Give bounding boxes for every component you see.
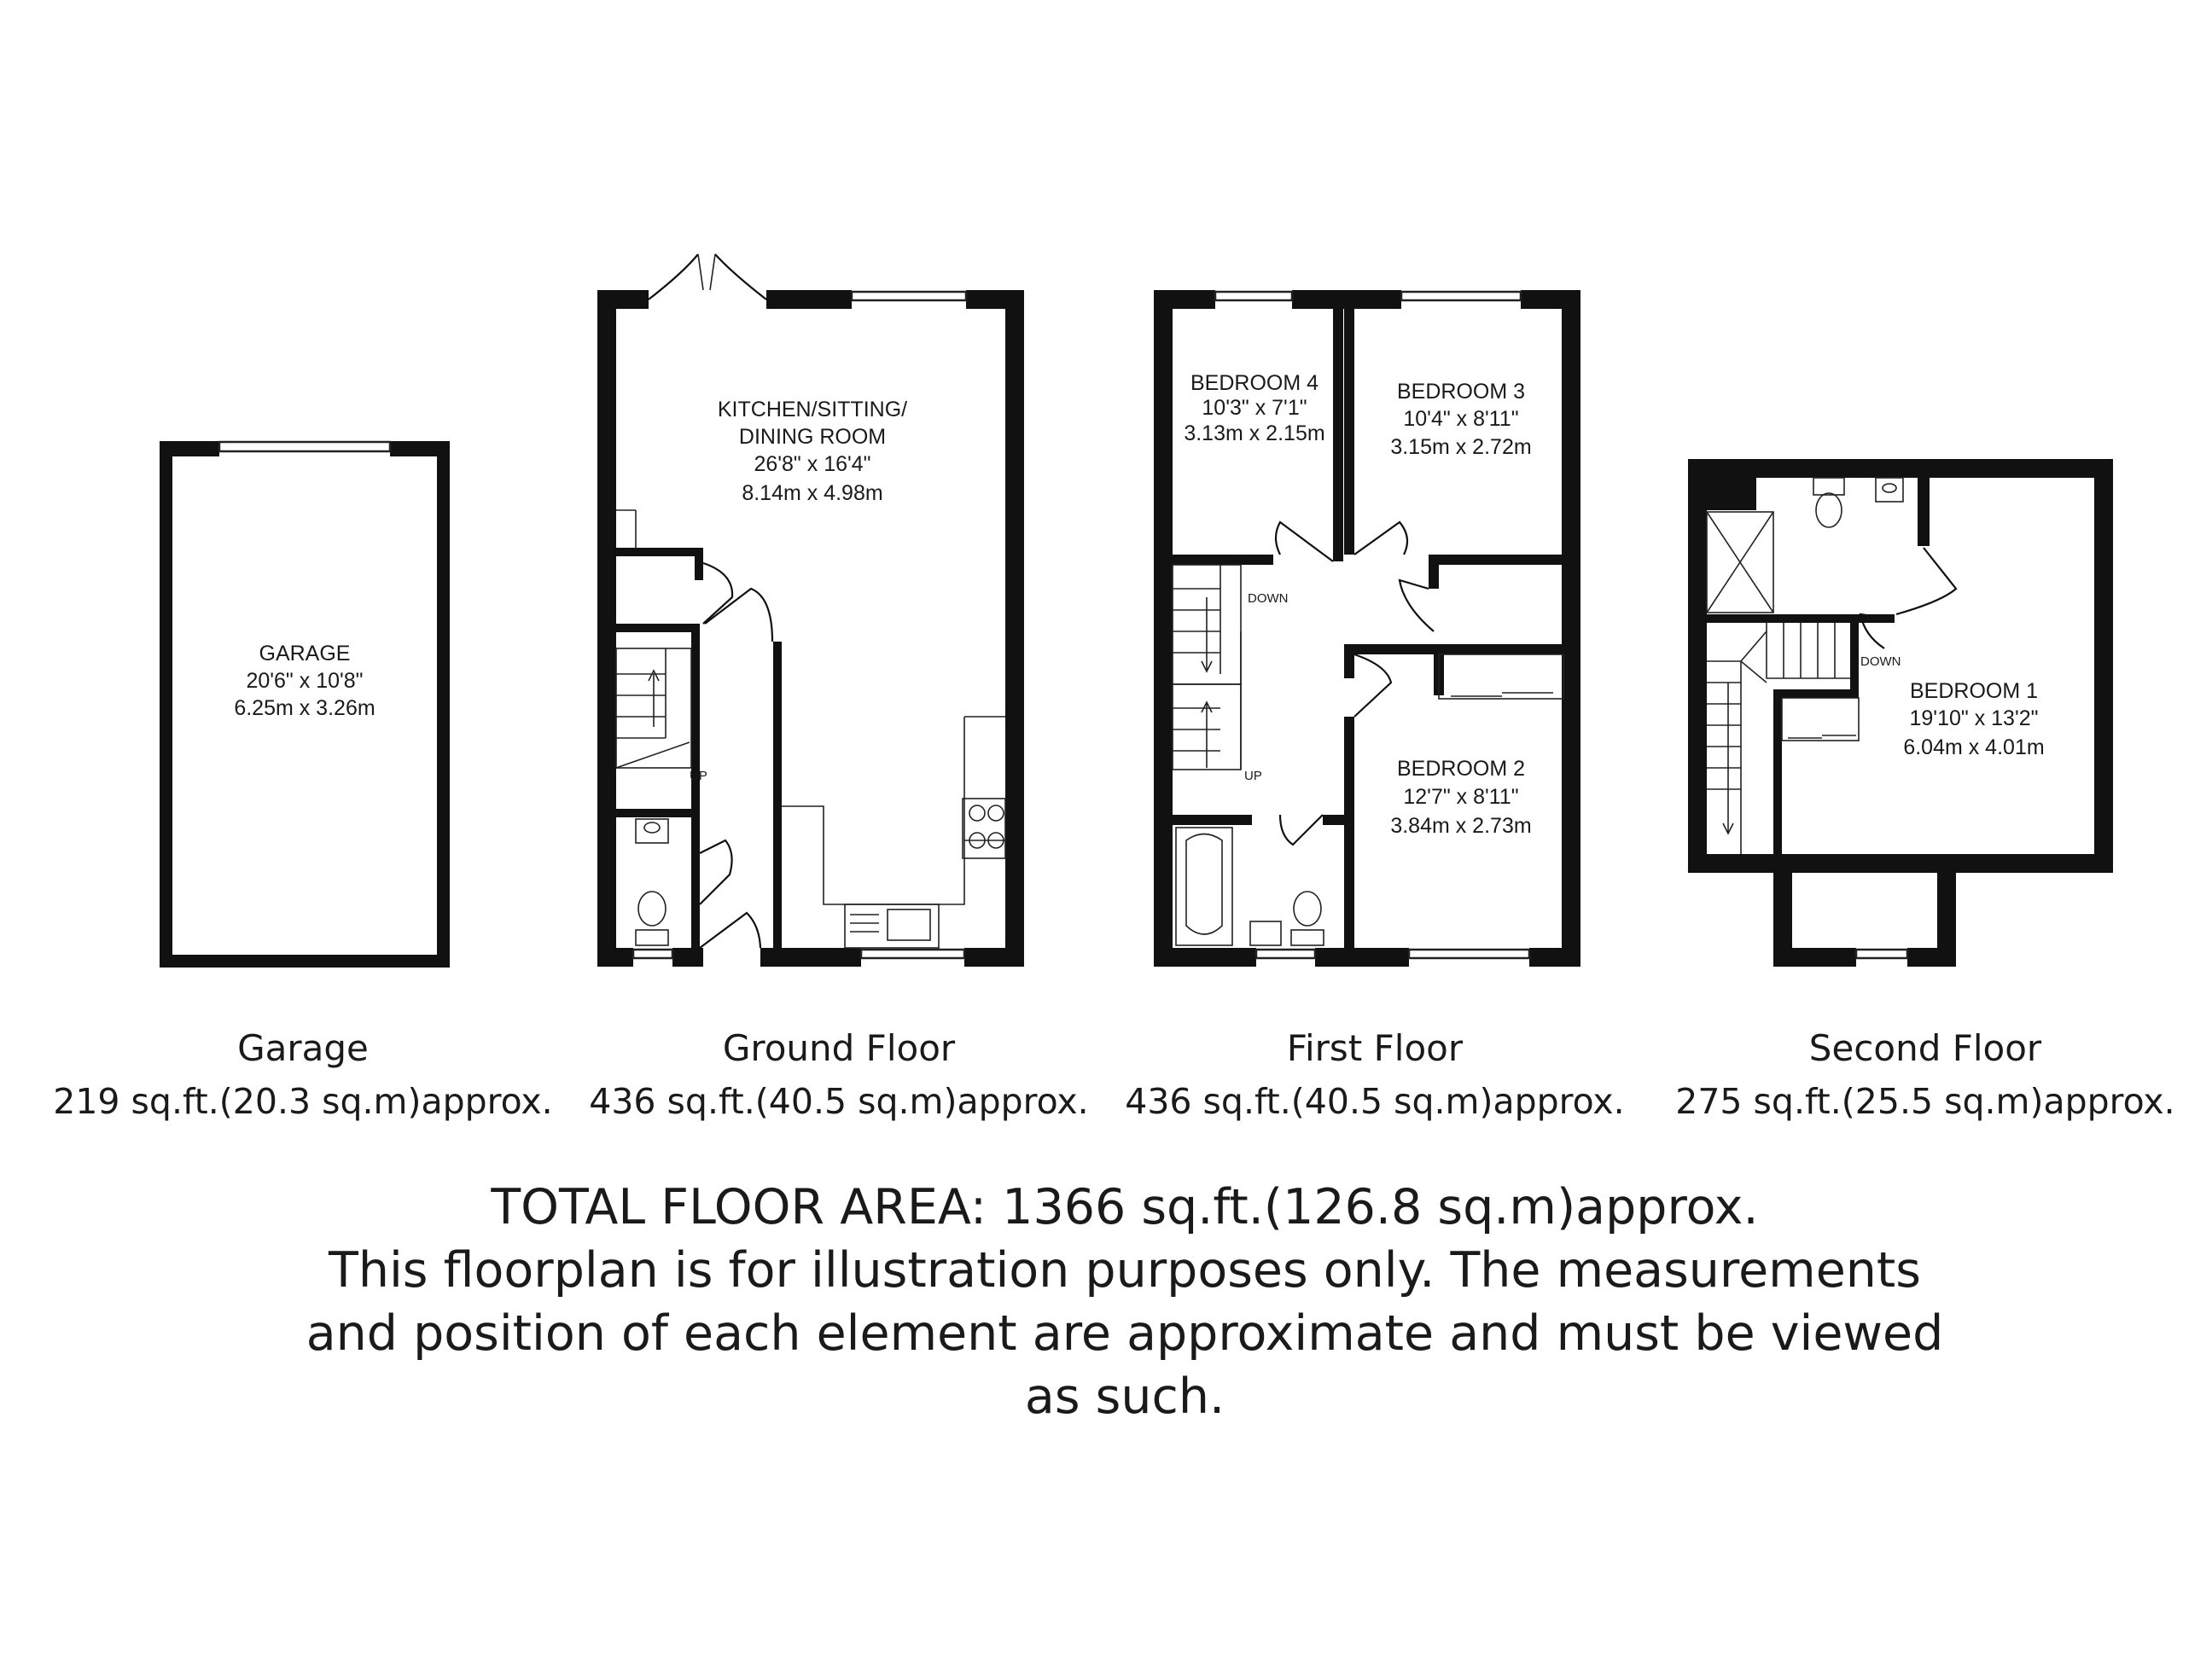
ground-french-doors xyxy=(649,254,766,299)
bedroom3-name: BEDROOM 3 xyxy=(1396,380,1526,404)
first-stair-down-label: DOWN xyxy=(1248,591,1289,606)
garage-room-imperial: 20'6" x 10'8" xyxy=(246,669,364,693)
first-bedroom2-wardrobe xyxy=(1439,654,1563,699)
bedroom4-name: BEDROOM 4 xyxy=(1190,371,1319,395)
disclaimer-line1: This floorplan is for illustration purposes only. The measurements xyxy=(329,1242,1921,1299)
disclaimer-line2: and position of each element are approximate and must be viewed xyxy=(306,1305,1944,1362)
ground-internal-doors xyxy=(700,563,772,948)
second-floor-plan xyxy=(1688,459,2113,967)
first-stair-up-label: UP xyxy=(1244,769,1262,783)
first-floor-plan xyxy=(1154,290,1580,967)
ground-rear-window xyxy=(852,292,966,300)
disclaimer-block xyxy=(306,1179,1944,1425)
bedroom3-imperial: 10'4" x 8'11" xyxy=(1403,407,1519,431)
garage-label: Garage xyxy=(237,1027,369,1069)
ground-stair-up-label: UP xyxy=(690,769,707,783)
garage-plan xyxy=(160,441,450,968)
bedroom4-metric: 3.13m x 2.15m xyxy=(1184,421,1325,445)
ground-wc-fittings xyxy=(636,819,668,945)
second-floor-label: Second Floor xyxy=(1808,1027,2042,1069)
ground-floor-label: Ground Floor xyxy=(722,1027,956,1069)
ground-floor-plan xyxy=(597,254,1024,967)
second-internal-doors xyxy=(1860,548,1956,648)
bedroom4-window xyxy=(1215,292,1292,300)
bedroom1-metric: 6.04m x 4.01m xyxy=(1903,735,2045,759)
disclaimer-line3: as such. xyxy=(1024,1369,1225,1425)
ground-front-window xyxy=(861,950,964,958)
bedroom2-imperial: 12'7" x 8'11" xyxy=(1403,785,1519,809)
bedroom3-metric: 3.15m x 2.72m xyxy=(1390,435,1532,459)
bedroom1-imperial: 19'10" x 13'2" xyxy=(1909,706,2039,730)
garage-area: 219 sq.ft.(20.3 sq.m)approx. xyxy=(53,1081,553,1122)
bedroom2-name: BEDROOM 2 xyxy=(1396,757,1526,781)
ground-floor-walls xyxy=(597,290,1024,967)
second-floor-walls xyxy=(1688,459,2113,967)
bedroom2-window xyxy=(1409,950,1529,958)
bedroom3-window xyxy=(1401,292,1521,300)
garage-room-metric: 6.25m x 3.26m xyxy=(234,696,375,720)
kitchen-imperial: 26'8" x 16'4" xyxy=(754,452,871,476)
floor-captions xyxy=(53,1027,2174,1122)
ground-wc-window xyxy=(633,950,672,958)
kitchen-name-line1: KITCHEN/SITTING/ xyxy=(717,398,908,421)
bedroom4-imperial: 10'3" x 7'1" xyxy=(1202,396,1307,420)
kitchen-metric: 8.14m x 4.98m xyxy=(742,481,883,505)
bedroom1-name: BEDROOM 1 xyxy=(1909,679,2039,703)
ground-kitchen-units xyxy=(782,717,1005,948)
first-staircase xyxy=(1173,565,1241,770)
bathroom-window xyxy=(1256,950,1315,958)
second-cupboard xyxy=(1782,698,1859,741)
first-floor-label: First Floor xyxy=(1286,1027,1464,1069)
first-bathroom-fittings xyxy=(1176,828,1324,945)
kitchen-name-line2: DINING ROOM xyxy=(738,425,887,449)
total-floor-area: TOTAL FLOOR AREA: 1366 sq.ft.(126.8 sq.m)approx. xyxy=(491,1179,1759,1235)
garage-door xyxy=(219,442,390,451)
ground-floor-area: 436 sq.ft.(40.5 sq.m)approx. xyxy=(589,1081,1089,1122)
bedroom2-metric: 3.84m x 2.73m xyxy=(1390,814,1532,838)
bedroom1-front-window xyxy=(1856,950,1907,958)
second-stair-down-label: DOWN xyxy=(1860,654,1901,669)
second-floor-area: 275 sq.ft.(25.5 sq.m)approx. xyxy=(1675,1081,2175,1122)
garage-room-name: GARAGE xyxy=(259,642,351,665)
first-floor-area: 436 sq.ft.(40.5 sq.m)approx. xyxy=(1125,1081,1625,1122)
